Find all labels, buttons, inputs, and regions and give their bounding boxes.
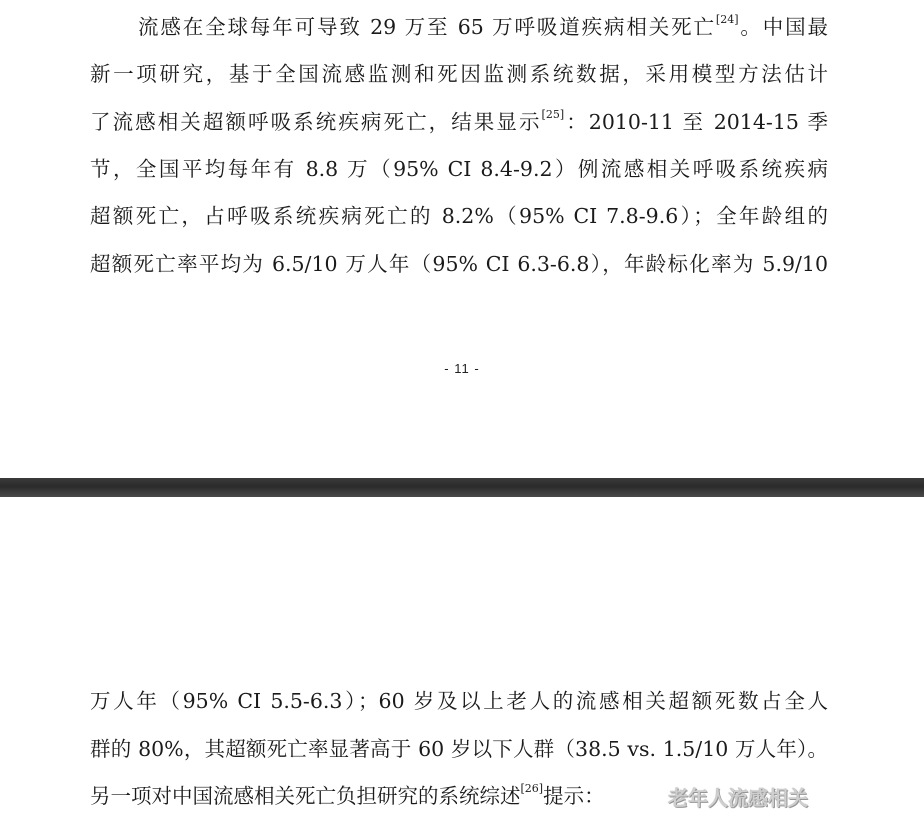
watermark-text: 老年人流感相关 — [668, 786, 808, 810]
paragraph-line: 新一项研究，基于全国流感监测和死因监测系统数据，采用模型方法估计 — [90, 62, 828, 86]
citation-ref[interactable]: [25] — [541, 108, 565, 122]
citation-ref[interactable]: [26] — [520, 782, 544, 796]
citation-ref[interactable]: [24] — [715, 13, 739, 27]
document-page-bottom — [0, 497, 924, 822]
page-separator — [0, 478, 924, 497]
paragraph-line: 节，全国平均每年有 8.8 万（95% CI 8.4-9.2）例流感相关呼吸系统疾病 — [90, 157, 828, 181]
paragraph-line: 群的 80%，其超额死亡率显著高于 60 岁以下人群（38.5 vs. 1.5/10 万人年）。 — [90, 737, 828, 761]
paragraph-line: 超额死亡，占呼吸系统疾病死亡的 8.2%（95% CI 7.8-9.6）；全年龄组的 — [90, 204, 828, 228]
page-number: - 11 - — [444, 361, 480, 376]
paragraph-line: 万人年（95% CI 5.5-6.3）；60 岁及以上老人的流感相关超额死数占全人 — [90, 689, 828, 713]
paragraph-line: 流感在全球每年可导致 29 万至 65 万呼吸道疾病相关死亡[24]。中国最 — [138, 13, 828, 39]
paragraph-line: 另一项对中国流感相关死亡负担研究的系统综述[26]提示： — [90, 782, 605, 808]
paragraph-line: 超额死亡率平均为 6.5/10 万人年（95% CI 6.3-6.8），年龄标化率为 5.9/10 — [90, 252, 828, 276]
paragraph-line: 了流感相关超额呼吸系统疾病死亡，结果显示[25]：2010-11 至 2014-15 季 — [90, 108, 828, 134]
